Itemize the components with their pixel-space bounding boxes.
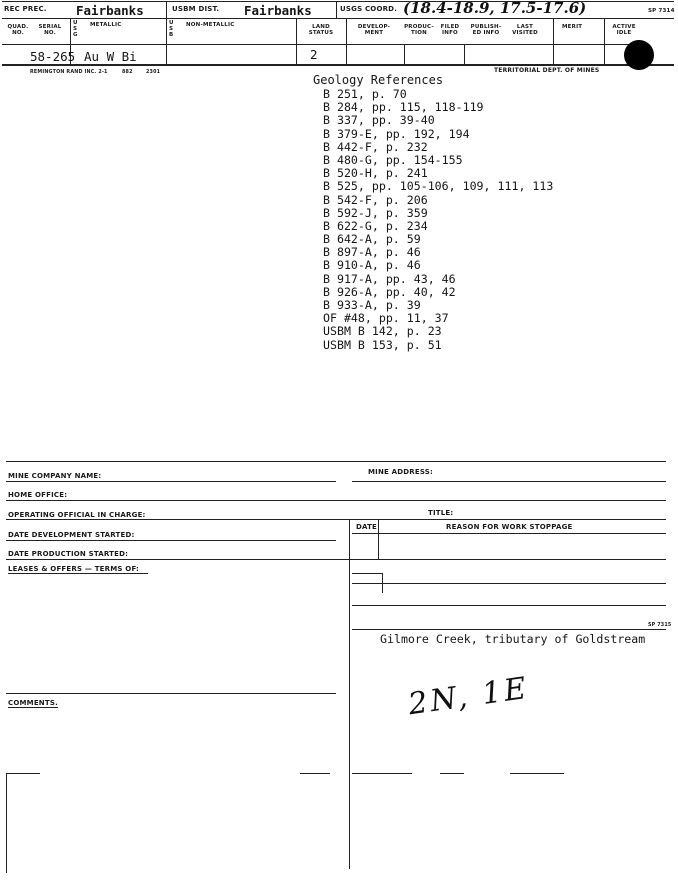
usgs-letters: U S G	[73, 20, 78, 38]
usbm-letters: U S B	[169, 20, 174, 38]
usgs-coord-value: (18.4-18.9, 17.5-17.6)	[403, 0, 587, 17]
comments-label: COMMENTS.	[8, 699, 58, 707]
reference-item: B 592-J, p. 359	[323, 205, 428, 220]
usgs-coord-label: USGS COORD.	[340, 5, 398, 13]
reference-item: B 284, pp. 115, 118-119	[323, 100, 484, 115]
reference-item: B 251, p. 70	[323, 87, 407, 101]
reference-item: B 525, pp. 105-106, 109, 111, 113	[323, 179, 554, 194]
rec-prec-label: REC PREC.	[4, 5, 47, 13]
active-idle-label: ACTIVE IDLE	[612, 24, 636, 36]
mine-company-name-label: MINE COMPANY NAME:	[8, 472, 102, 480]
dept-label: TERRITORIAL DEPT. OF MINES	[494, 67, 600, 74]
reference-item: B 926-A, pp. 40, 42	[323, 284, 456, 299]
nonmetallic-label: NON-METALLIC	[186, 22, 235, 28]
merit-label: MERIT	[562, 24, 583, 30]
usbm-dist-label: USBM DIST.	[172, 5, 220, 13]
reference-item: USBM B 142, p. 23	[323, 324, 442, 339]
punch-hole	[624, 40, 654, 70]
printer-code-1: 882	[122, 70, 133, 75]
reference-item: B 910-A, p. 46	[323, 258, 421, 273]
production-label: PRODUC-TION	[404, 24, 434, 36]
metallic-label: METALLIC	[90, 22, 122, 28]
printer-line: REMINGTON RAND INC. 2-1	[30, 70, 108, 75]
date-column-label: DATE	[356, 523, 378, 531]
operating-official-label: OPERATING OFFICIAL IN CHARGE:	[8, 511, 146, 519]
published-info-label: PUBLISH-ED INFO	[470, 24, 502, 36]
date-development-label: DATE DEVELOPMENT STARTED:	[8, 531, 135, 539]
rec-prec-value: Fairbanks	[76, 3, 144, 18]
filed-info-label: FILED INFO	[440, 24, 460, 36]
quad-label: QUAD. NO.	[7, 24, 29, 36]
reference-item: B 480-G, pp. 154-155	[323, 152, 463, 167]
usbm-dist-value: Fairbanks	[244, 3, 312, 18]
mine-address-label: MINE ADDRESS:	[368, 468, 434, 476]
printer-code-2: 2301	[146, 70, 161, 75]
serial-label: SERIAL NO.	[38, 24, 62, 36]
lower-form	[0, 455, 678, 880]
form-number-small: SP 7315	[648, 623, 672, 628]
reference-item: B 442-F, p. 232	[323, 139, 428, 154]
geology-references	[313, 73, 613, 352]
development-label: DEVELOP-MENT	[357, 24, 391, 36]
reason-column-label: REASON FOR WORK STOPPAGE	[446, 523, 573, 531]
last-visited-label: LAST VISITED	[512, 24, 538, 36]
form-number: SP 7314	[648, 8, 675, 14]
date-production-label: DATE PRODUCTION STARTED:	[8, 550, 129, 558]
reference-item: B 379-E, pp. 192, 194	[323, 126, 470, 141]
reference-item: OF #48, pp. 11, 37	[323, 311, 449, 326]
handwritten-code: 2N, 1E	[406, 670, 532, 723]
reference-item: B 897-A, p. 46	[323, 245, 421, 260]
reference-item: B 642-A, p. 59	[323, 232, 421, 247]
quad-serial-value: 58-265	[30, 49, 76, 64]
references-title: Geology References	[313, 73, 444, 87]
land-status-value: 2	[310, 47, 318, 62]
reference-item: B 917-A, pp. 43, 46	[323, 271, 456, 286]
commodities-value: Au W Bi	[84, 49, 137, 64]
reference-item: B 337, pp. 39-40	[323, 113, 435, 128]
reference-item: USBM B 153, p. 51	[323, 337, 442, 352]
references-list	[313, 88, 613, 352]
land-status-label: LAND STATUS	[308, 24, 334, 36]
home-office-label: HOME OFFICE:	[8, 491, 68, 499]
reference-item: B 622-G, p. 234	[323, 218, 428, 233]
location-note: Gilmore Creek, tributary of Goldstream	[380, 632, 646, 646]
leases-label: LEASES & OFFERS — TERMS OF:	[8, 565, 140, 573]
reference-item: B 542-F, p. 206	[323, 192, 428, 207]
header-block	[0, 0, 678, 78]
reference-item: B 933-A, p. 39	[323, 298, 421, 312]
reference-item: B 520-H, p. 241	[323, 166, 428, 181]
title-label: TITLE:	[428, 509, 454, 517]
